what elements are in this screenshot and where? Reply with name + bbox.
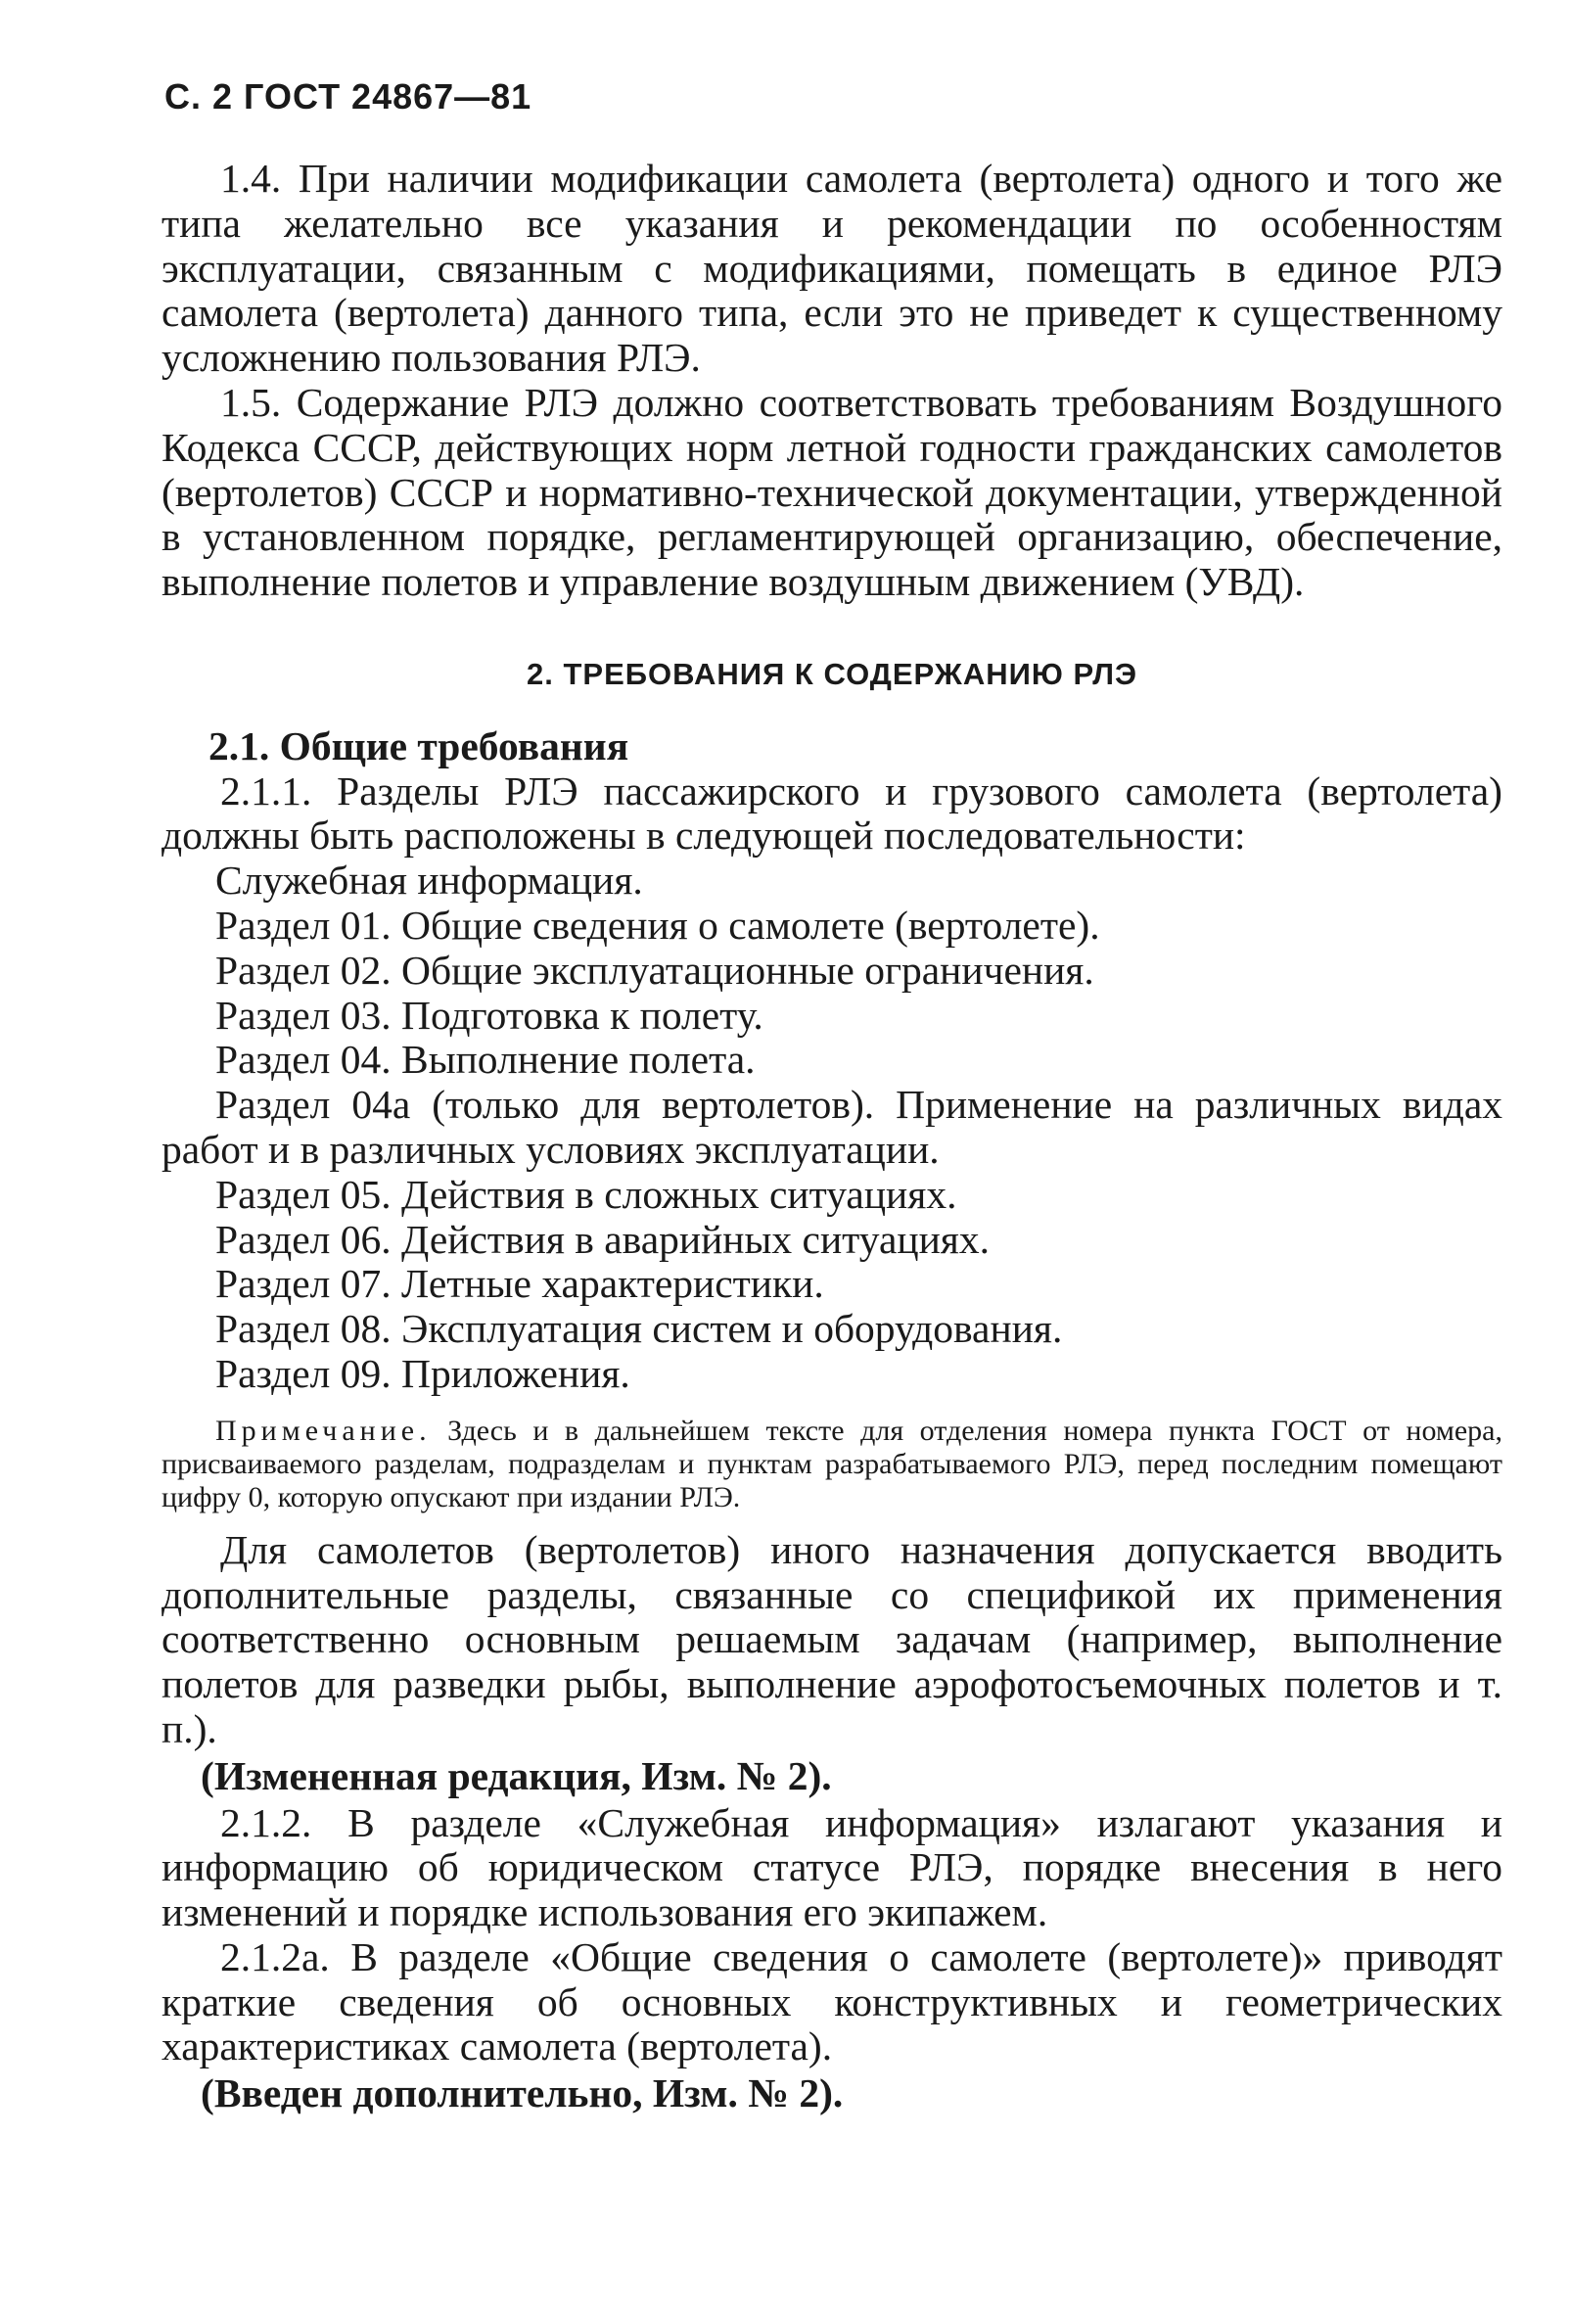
- list-item: Раздел 02. Общие эксплуатационные ограничения.: [215, 947, 1094, 993]
- paragraph-1-4: 1.4. При наличии модификации самолета (вертолета) одного и того же типа желательно все указания и рекомендации по особенностям эксплуатации, связанным с модификациями, помещать в единое РЛЭ самолета (вертолета) данного типа, если это не приведет к существенному усложнению пользования РЛЭ.: [162, 156, 1502, 381]
- page-header: С. 2 ГОСТ 24867—81: [164, 76, 532, 116]
- note: [162, 1415, 1502, 1514]
- list-item: Раздел 07. Летные характеристики.: [215, 1261, 824, 1307]
- amendment-note-2: (Введен дополнительно, Изм. № 2).: [201, 2070, 844, 2116]
- note-label: Примечание.: [215, 1414, 432, 1447]
- paragraph-2-1-2a: 2.1.2а. В разделе «Общие сведения о самолете (вертолете)» приводят краткие сведения об основных конструктивных и геометрических характеристиках самолета (вертолета).: [162, 1933, 1502, 2069]
- section-title: 2. ТРЕБОВАНИЯ К СОДЕРЖАНИЮ РЛЭ: [526, 656, 1137, 691]
- paragraph-1-5: 1.5. Содержание РЛЭ должно соответствовать требованиям Воздушного Кодекса СССР, действующих норм летной годности гражданских самолетов (вертолетов) СССР и нормативно-технической документации, утвержденной в установленном порядке, регламентирующей организацию, обеспечение, выполнение полетов и управление воздушным движением (УВД).: [162, 379, 1502, 605]
- list-item: Раздел 08. Эксплуатация систем и оборудования.: [215, 1306, 1063, 1352]
- document-body: [162, 157, 1502, 2118]
- paragraph-other-purpose: Для самолетов (вертолетов) иного назначения допускается вводить дополнительные разделы, связанные со спецификой их применения соответственно основным решаемым задачам (например, выполнение полетов для разведки рыбы, выполнение аэрофотосъемочных полетов и т. п.).: [162, 1526, 1502, 1751]
- list-item: Служебная информация.: [215, 858, 643, 904]
- list-item: Раздел 09. Приложения.: [215, 1350, 630, 1396]
- list-item: Раздел 03. Подготовка к полету.: [215, 992, 763, 1038]
- list-item: Раздел 04а (только для вертолетов). Применение на различных видах работ и в различных условиях эксплуатации.: [162, 1082, 1502, 1172]
- list-item: Раздел 01. Общие сведения о самолете (вертолете).: [215, 902, 1100, 948]
- list-item: Раздел 06. Действия в аварийных ситуациях.: [215, 1216, 990, 1262]
- list-item: Раздел 04. Выполнение полета.: [215, 1037, 756, 1083]
- amendment-note-1: (Измененная редакция, Изм. № 2).: [201, 1752, 832, 1798]
- paragraph-2-1-2: 2.1.2. В разделе «Служебная информация» излагают указания и информацию об юридическом статусе РЛЭ, порядке внесения в него изменений и порядке использования его экипажем.: [162, 1799, 1502, 1935]
- paragraph-2-1-1: 2.1.1. Разделы РЛЭ пассажирского и грузового самолета (вертолета) должны быть расположены в следующей последовательности:: [162, 767, 1502, 859]
- sections-list: [162, 859, 1502, 1397]
- list-item: Раздел 05. Действия в сложных ситуациях.: [215, 1171, 957, 1217]
- subsection-heading: 2.1. Общие требования: [208, 722, 629, 768]
- note-text: Здесь и в дальнейшем тексте для отделения номера пункта ГОСТ от номера, присваиваемого разделам, подразделам и пунктам разрабатываемого РЛЭ, перед последним помещают цифру 0, которую опускают при издании РЛЭ.: [162, 1414, 1502, 1513]
